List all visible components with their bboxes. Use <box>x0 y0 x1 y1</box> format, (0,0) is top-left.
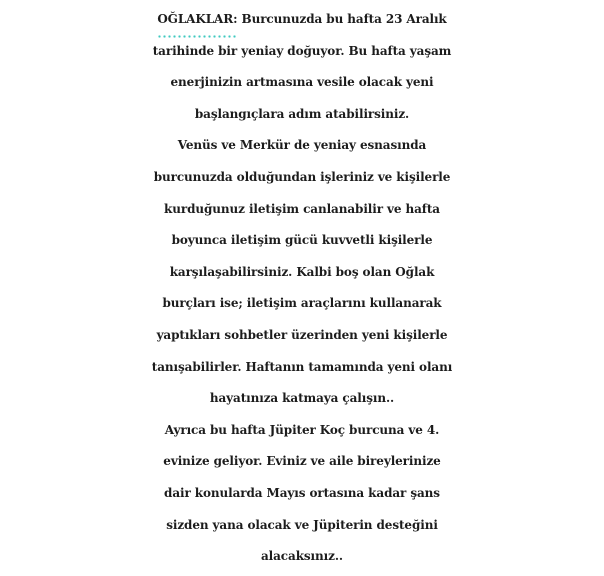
horoscope-text <box>0 4 604 573</box>
horoscope-line: yaptıkları sohbetler üzerinden yeni kişilerle <box>156 327 448 342</box>
horoscope-line: tarihinde bir yeniay doğuyor. Bu hafta yaşam <box>152 43 452 58</box>
horoscope-line: başlangıçlara adım atabilirsiniz. <box>194 106 410 121</box>
sign-heading <box>157 4 237 36</box>
horoscope-line: evinize geliyor. Eviniz ve aile bireylerinize <box>163 454 441 469</box>
sign-heading-label: OĞLAKLAR: <box>157 12 238 26</box>
horoscope-line: sizden yana olacak ve Jüpiterin desteğini <box>166 517 438 532</box>
horoscope-line: kurduğunuz iletişim canlanabilir ve hafta <box>164 201 440 216</box>
horoscope-line: dair konularda Mayıs ortasına kadar şans <box>164 485 440 500</box>
dotted-underline-decoration <box>157 35 237 38</box>
horoscope-line: Venüs ve Merkür de yeniay esnasında <box>177 138 427 153</box>
horoscope-line: karşılaşabilirsiniz. Kalbi boş olan Oğlak <box>169 264 435 279</box>
horoscope-line-text: Burcunuzda bu hafta 23 Aralık <box>241 12 447 26</box>
horoscope-line: boyunca iletişim gücü kuvvetli kişilerle <box>171 233 433 248</box>
horoscope-line: tanışabilirler. Haftanın tamamında yeni olanı <box>151 359 453 374</box>
horoscope-line <box>0 4 604 36</box>
horoscope-line: enerjinizin artmasına vesile olacak yeni <box>170 75 434 90</box>
horoscope-line: burcunuzda olduğundan işleriniz ve kişilerle <box>153 169 451 184</box>
horoscope-line: alacaksınız.. <box>261 549 343 564</box>
horoscope-line: hayatınıza katmaya çalışın.. <box>209 391 395 406</box>
horoscope-line: burçları ise; iletişim araçlarını kullanarak <box>162 296 442 311</box>
horoscope-line: Ayrıca bu hafta Jüpiter Koç burcuna ve 4. <box>164 422 440 437</box>
